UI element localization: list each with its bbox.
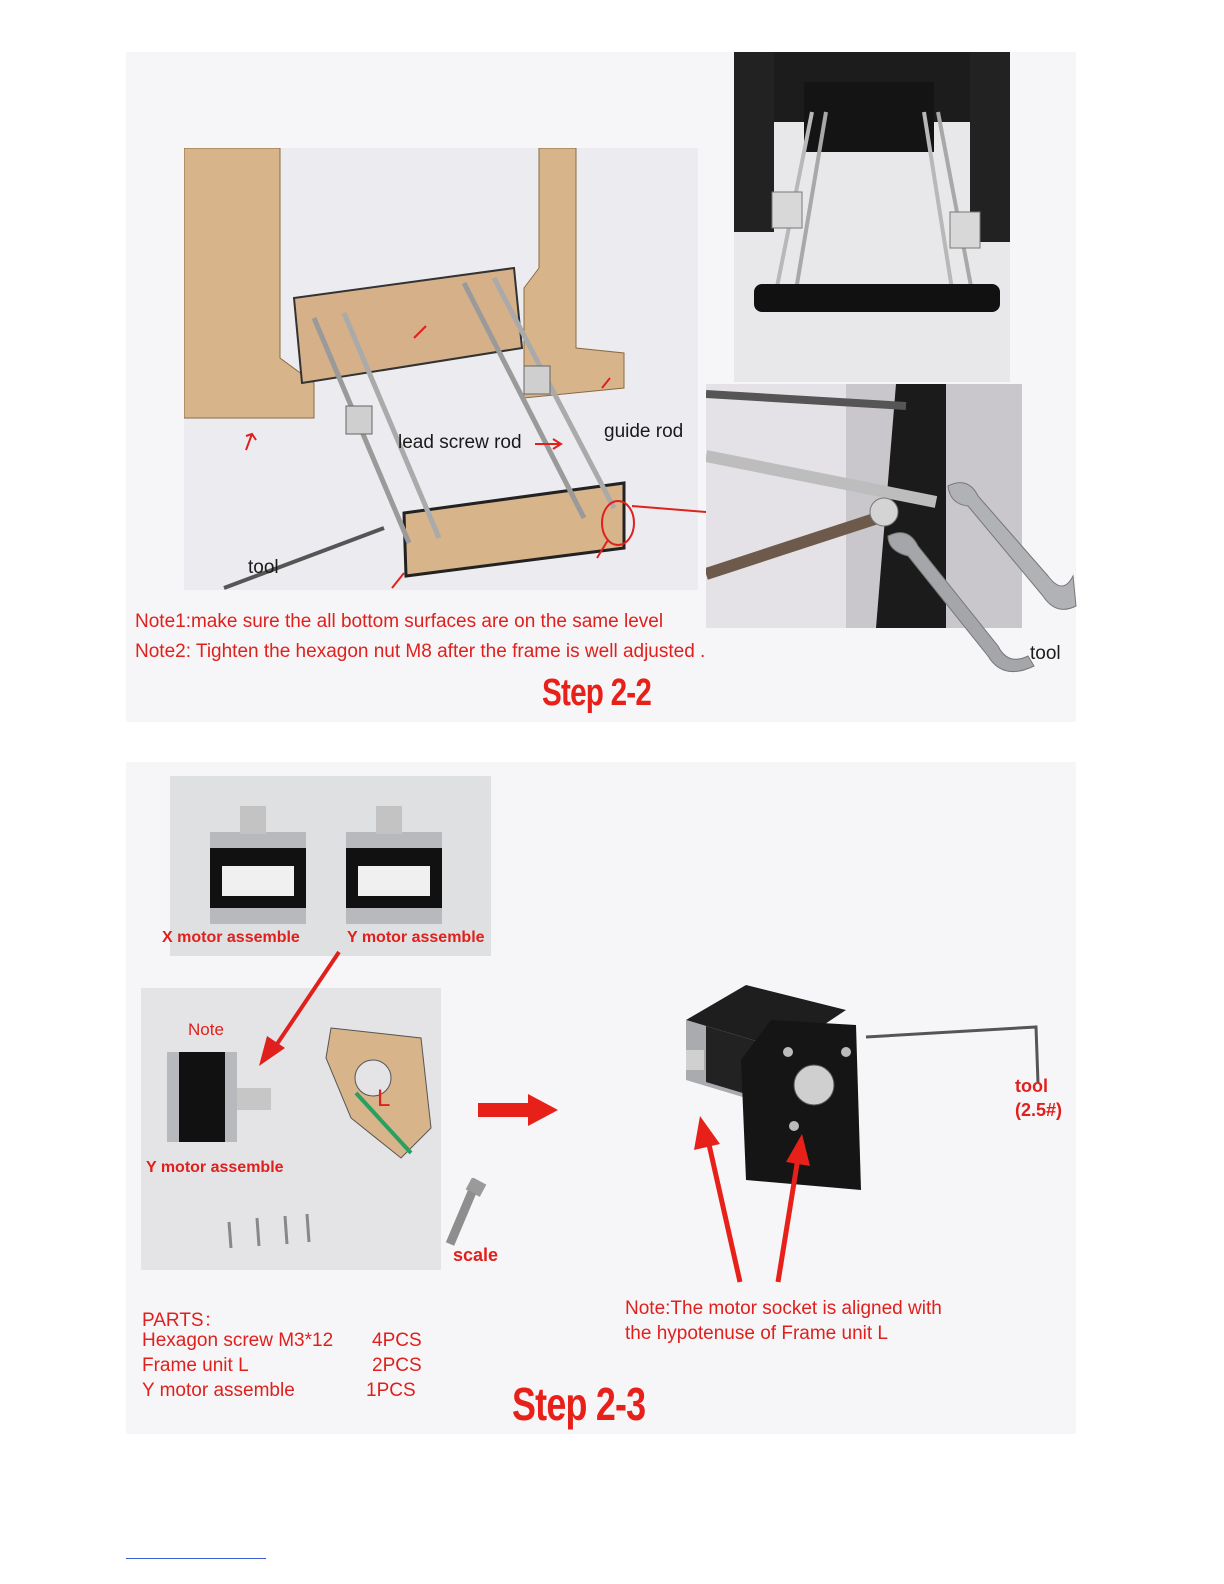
part-qty-1: 4PCS (372, 1330, 422, 1351)
tool-label-right: tool (1030, 643, 1061, 664)
lead-screw-arrow (535, 437, 565, 451)
motor-note-line2: the hypotenuse of Frame unit L (625, 1323, 888, 1344)
frame-l-letter: L (377, 1085, 391, 1112)
guide-rod-label: guide rod (604, 421, 684, 442)
black-frame-photo (734, 52, 1010, 382)
note-label: Note (188, 1020, 224, 1039)
frame-assembly-photo (184, 148, 698, 590)
y-motor-label-top: Y motor assemble (347, 929, 485, 946)
note2-text: Note2: Tighten the hexagon nut M8 after the frame is well adjusted . (135, 641, 706, 662)
scale-screw (440, 1178, 490, 1250)
motor-note-line1: Note:The motor socket is aligned with (625, 1298, 942, 1319)
tool-label: tool (1015, 1076, 1048, 1096)
part-qty-2: 2PCS (372, 1355, 422, 1376)
alignment-arrows (690, 1110, 820, 1290)
y-motor-label-bottom: Y motor assemble (146, 1159, 284, 1176)
note1-text: Note1:make sure the all bottom surfaces are on the same level (135, 611, 664, 632)
lead-screw-rod-label: lead screw rod (398, 432, 522, 453)
footnote-rule (126, 1558, 266, 1559)
part-name-1: Hexagon screw M3*12 (142, 1330, 334, 1351)
part-name-3: Y motor assemble (142, 1380, 295, 1401)
parts-heading: PARTS： (142, 1310, 223, 1331)
result-arrow (476, 1094, 560, 1126)
part-qty-3: 1PCS (366, 1380, 416, 1401)
tool-size-label: (2.5#) (1015, 1100, 1063, 1120)
x-motor-label: X motor assemble (162, 929, 300, 946)
step-2-2-title: Step 2-2 (542, 672, 652, 714)
part-name-2: Frame unit L (142, 1355, 249, 1376)
tool-label-left: tool (248, 557, 279, 578)
scale-label: scale (453, 1245, 499, 1265)
step-2-3-title: Step 2-3 (512, 1378, 646, 1430)
pointer-arrow (255, 950, 345, 1070)
